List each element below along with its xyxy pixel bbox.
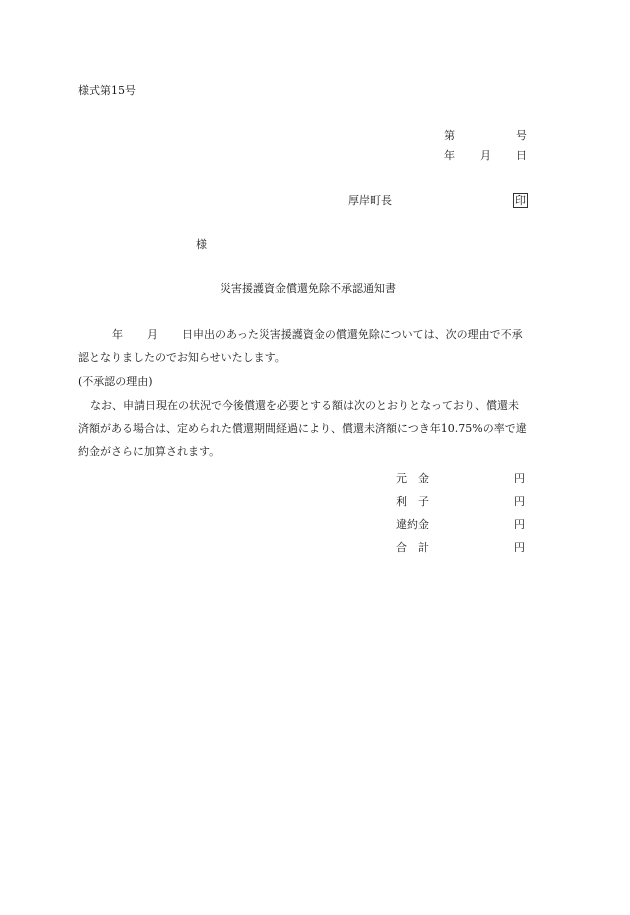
body-month: 月 bbox=[147, 328, 158, 341]
addressee-honorific: 様 bbox=[196, 238, 207, 251]
body-line2: 認となりましたのでお知らせいたします。 bbox=[78, 351, 286, 364]
reason-line3: 約金がさらに加算されます。 bbox=[78, 445, 221, 458]
doc-number-suffix: 号 bbox=[516, 129, 527, 142]
date-year: 年 bbox=[444, 149, 455, 162]
amount-label: 合 計 bbox=[396, 541, 429, 554]
amount-row-total bbox=[396, 539, 536, 553]
body-line1: 日申出のあった災害援護資金の償還免除については、次の理由で不承 bbox=[182, 328, 523, 341]
amount-row-principal bbox=[396, 470, 536, 484]
amount-label: 利 子 bbox=[396, 495, 429, 508]
reason-line1: なお、申請日現在の状況で今後償還を必要とする額は次のとおりとなっており、償還未 bbox=[90, 399, 519, 412]
amount-label: 元 金 bbox=[396, 472, 429, 485]
date-day: 日 bbox=[516, 149, 527, 162]
reason-heading: (不承認の理由) bbox=[78, 375, 153, 388]
body-year: 年 bbox=[112, 328, 123, 341]
amount-label: 違約金 bbox=[396, 518, 429, 531]
form-number: 様式第15号 bbox=[78, 84, 136, 97]
seal-label: 印 bbox=[515, 194, 526, 207]
issuer-title: 厚岸町長 bbox=[348, 194, 392, 207]
amount-row-interest bbox=[396, 493, 536, 507]
amount-unit: 円 bbox=[514, 518, 525, 531]
seal-mark bbox=[513, 193, 528, 208]
amount-unit: 円 bbox=[514, 541, 525, 554]
amount-row-penalty bbox=[396, 516, 536, 530]
amount-unit: 円 bbox=[514, 472, 525, 485]
amount-unit: 円 bbox=[514, 495, 525, 508]
doc-number-prefix: 第 bbox=[444, 129, 455, 142]
document-title: 災害援護資金償還免除不承認通知書 bbox=[220, 282, 396, 295]
reason-line2: 済額がある場合は、定められた償還期間経過により、償還未済額につき年10.75%の率で違 bbox=[78, 422, 527, 435]
date-month: 月 bbox=[480, 149, 491, 162]
